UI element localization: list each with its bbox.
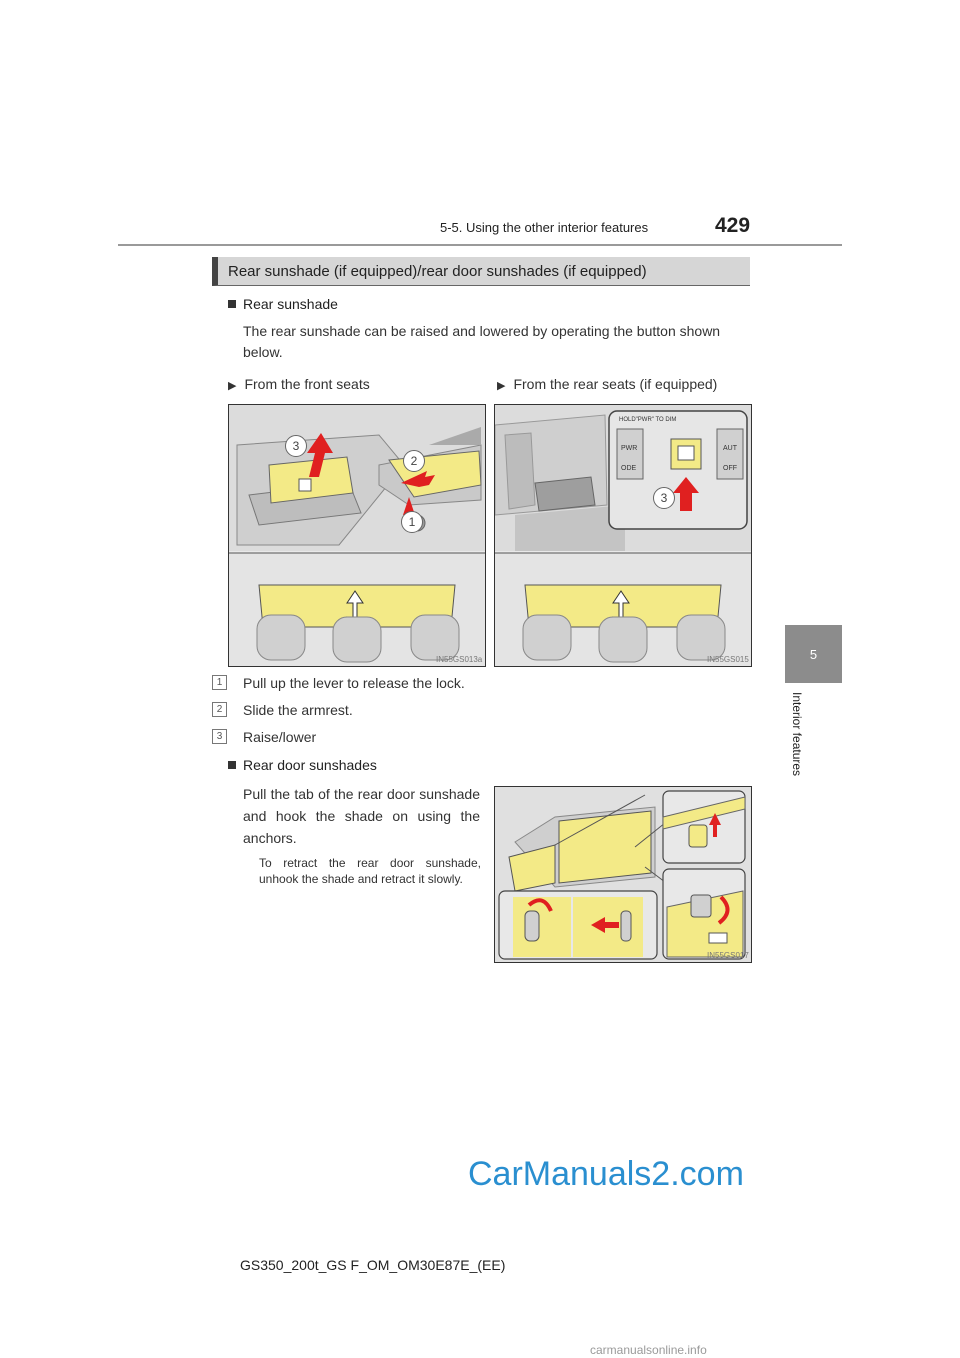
panel-label-pwr: PWR bbox=[621, 445, 638, 452]
step-text-1: Pull up the lever to release the lock. bbox=[243, 675, 465, 691]
square-bullet-icon bbox=[228, 300, 236, 308]
watermark-carmanuals2: CarManuals2.com bbox=[468, 1155, 744, 1193]
panel-label-hold: HOLD"PWR" TO DIM bbox=[619, 417, 677, 423]
callout-3: 3 bbox=[285, 435, 307, 457]
triangle-bullet-icon: ▶ bbox=[497, 380, 506, 392]
subheading-rear-sunshade: Rear sunshade bbox=[228, 296, 338, 312]
step-number-2: 2 bbox=[212, 702, 227, 717]
figure-code: IN55GS013a bbox=[436, 655, 483, 664]
figure-rear-door-illustration bbox=[495, 787, 751, 962]
figure-rear-seats bbox=[494, 404, 752, 667]
running-header-section: 5-5. Using the other interior features bbox=[440, 220, 649, 235]
page-number: 429 bbox=[715, 214, 751, 237]
column-label-rear-seats: ▶ From the rear seats (if equipped) bbox=[497, 376, 718, 392]
header-rule bbox=[118, 244, 842, 246]
panel-label-off: OFF bbox=[723, 465, 737, 472]
watermark-carmanualsonline: carmanualsonline.info bbox=[590, 1343, 707, 1357]
figure-code: IN55GS017 bbox=[707, 951, 749, 960]
rear-door-instruction: Pull the tab of the rear door sunshade and hook the shade on using the anchors. bbox=[243, 786, 480, 846]
figure-rear-door-sunshades bbox=[494, 786, 752, 963]
panel-label-auto: AUT bbox=[723, 445, 737, 452]
chapter-title-vertical bbox=[782, 690, 802, 800]
figure-front-seats bbox=[228, 404, 486, 667]
rear-door-note: To retract the rear door sunshade, unhook the shade and retract it slowly. bbox=[259, 856, 481, 886]
figure-code: IN55GS015 bbox=[707, 655, 749, 664]
square-bullet-icon bbox=[228, 761, 236, 769]
triangle-bullet-icon: ▶ bbox=[228, 380, 237, 392]
step-text-3: Raise/lower bbox=[243, 729, 317, 745]
figure-front-seats-illustration bbox=[229, 405, 485, 666]
footer-model-code: GS350_200t_GS F_OM_OM30E87E_(EE) bbox=[240, 1257, 506, 1273]
column-label-front-seats: ▶ From the front seats bbox=[228, 376, 370, 392]
chapter-tab: 5 bbox=[785, 625, 842, 683]
callout-1: 1 bbox=[401, 511, 423, 533]
step-text-2: Slide the armrest. bbox=[243, 702, 353, 718]
section-heading bbox=[212, 257, 750, 286]
panel-label-mode: ODE bbox=[621, 465, 637, 472]
callout-2: 2 bbox=[403, 450, 425, 472]
subheading-rear-door-sunshades: Rear door sunshades bbox=[228, 757, 377, 773]
chapter-title: Interior features bbox=[790, 692, 804, 777]
section-heading-text: Rear sunshade (if equipped)/rear door sunshades (if equipped) bbox=[228, 263, 647, 280]
step-number-3: 3 bbox=[212, 729, 227, 744]
callout-3: 3 bbox=[653, 487, 675, 509]
rear-sunshade-description: The rear sunshade can be raised and lowered by operating the button shown below. bbox=[243, 323, 721, 360]
step-number-1: 1 bbox=[212, 675, 227, 690]
